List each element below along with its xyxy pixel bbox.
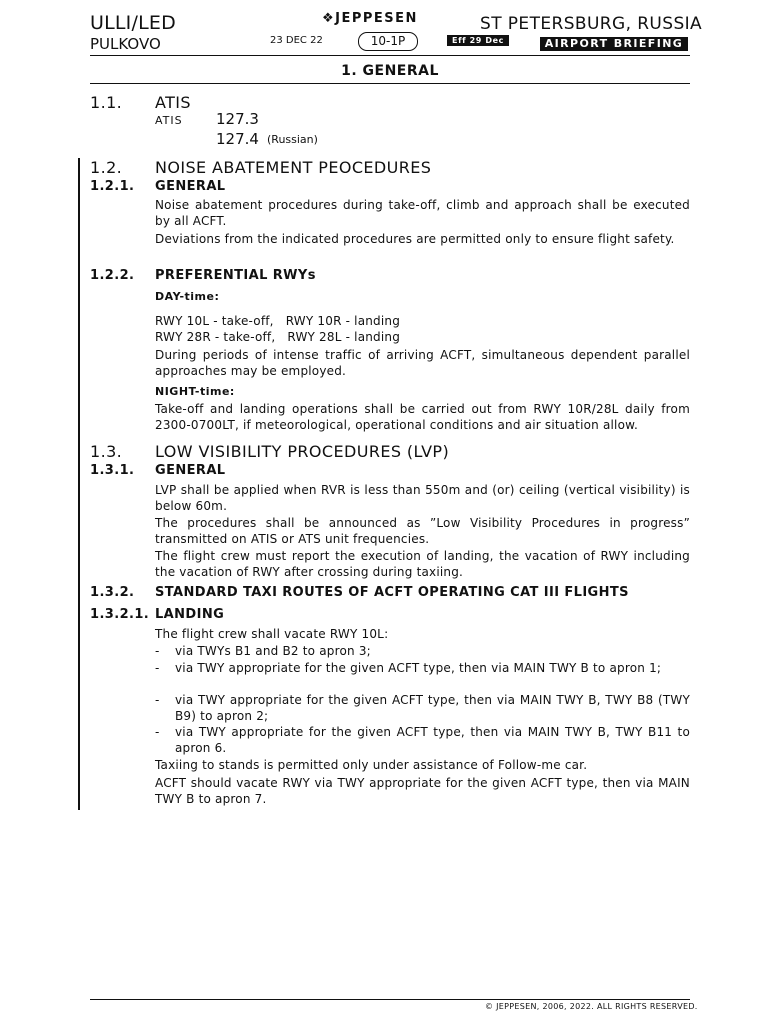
atis-heading: ATIS bbox=[155, 93, 191, 112]
noise-general-number: 1.2.1. bbox=[90, 179, 135, 194]
taxi-routes-number: 1.3.2. bbox=[90, 585, 135, 600]
change-bar bbox=[78, 158, 80, 810]
noise-general-paragraph-2: Deviations from the indicated procedures are permitted only to ensure flight safety. bbox=[155, 232, 675, 246]
atis-frequency-1: 127.3 bbox=[216, 110, 259, 128]
night-time-label: NIGHT-time: bbox=[155, 385, 235, 398]
atis-number: 1.1. bbox=[90, 93, 123, 112]
noise-general-paragraph-1: Noise abatement procedures during take-off, climb and approach shall be executed by all ACFT. bbox=[155, 198, 690, 228]
atis-frequency-2-note: (Russian) bbox=[267, 133, 318, 146]
pref-rwy-heading: PREFERENTIAL RWYs bbox=[155, 268, 316, 283]
landing-heading: LANDING bbox=[155, 607, 225, 622]
airport-id: ULLI/LED bbox=[90, 12, 176, 34]
night-paragraph: Take-off and landing operations shall be carried out from RWY 10R/28L daily from 2300-0700LT, if meteorological, operational conditions and air situation allow. bbox=[155, 402, 690, 432]
list-dash: - bbox=[155, 661, 160, 675]
lvp-number: 1.3. bbox=[90, 442, 123, 461]
taxi-follow-me-paragraph: Taxiing to stands is permitted only under assistance of Follow-me car. bbox=[155, 758, 588, 772]
footer-divider bbox=[90, 999, 690, 1000]
list-dash: - bbox=[155, 693, 160, 707]
landing-number: 1.3.2.1. bbox=[90, 607, 150, 622]
list-dash: - bbox=[155, 644, 160, 658]
list-item: via TWY appropriate for the given ACFT type, then via MAIN TWY B, TWY B11 to apron 6. bbox=[175, 725, 690, 755]
city-name: ST PETERSBURG, RUSSIA bbox=[480, 14, 703, 34]
copyright: © JEPPESEN, 2006, 2022. ALL RIGHTS RESERVED. bbox=[485, 1002, 698, 1011]
page-number: 10-1P bbox=[358, 32, 418, 51]
landing-intro: The flight crew shall vacate RWY 10L: bbox=[155, 627, 389, 641]
airport-name: PULKOVO bbox=[90, 35, 161, 53]
noise-general-heading: GENERAL bbox=[155, 179, 226, 194]
jeppesen-logo: ❖JEPPESEN bbox=[322, 11, 418, 26]
list-item: via TWY appropriate for the given ACFT type, then via MAIN TWY B, TWY B8 (TWY B9) to apron 2; bbox=[175, 693, 690, 723]
lvp-paragraph-3: The flight crew must report the execution of landing, the vacation of RWY including the vacation of RWY after crossing during taxiing. bbox=[155, 549, 690, 579]
header-divider bbox=[90, 55, 690, 56]
effective-date-badge: Eff 29 Dec bbox=[447, 35, 509, 46]
noise-heading: NOISE ABATEMENT PEOCEDURES bbox=[155, 158, 432, 177]
day-runway-line-1: RWY 10L - take-off, RWY 10R - landing bbox=[155, 314, 401, 328]
atis-label: ATIS bbox=[155, 114, 183, 127]
noise-number: 1.2. bbox=[90, 158, 123, 177]
lvp-general-heading: GENERAL bbox=[155, 463, 226, 478]
vacate-apron-7-paragraph: ACFT should vacate RWY via TWY appropriate for the given ACFT type, then via MAIN TWY B to apron 7. bbox=[155, 776, 690, 806]
list-item: via TWYs B1 and B2 to apron 3; bbox=[175, 644, 371, 658]
day-time-label: DAY-time: bbox=[155, 290, 220, 303]
lvp-general-number: 1.3.1. bbox=[90, 463, 135, 478]
list-dash: - bbox=[155, 725, 160, 739]
list-item: via TWY appropriate for the given ACFT type, then via MAIN TWY B to apron 1; bbox=[175, 661, 662, 675]
day-paragraph: During periods of intense traffic of arriving ACFT, simultaneous dependent parallel approaches may be employed. bbox=[155, 348, 690, 378]
lvp-paragraph-2: The procedures shall be announced as ”Low Visibility Procedures in progress” transmitted on ATIS or ATS unit frequencies. bbox=[155, 516, 690, 546]
section-divider bbox=[90, 83, 690, 84]
day-runway-line-2: RWY 28R - take-off, RWY 28L - landing bbox=[155, 330, 401, 344]
atis-frequency-2: 127.4 bbox=[216, 130, 259, 148]
chart-date: 23 DEC 22 bbox=[270, 35, 323, 46]
pref-rwy-number: 1.2.2. bbox=[90, 268, 135, 283]
taxi-routes-heading: STANDARD TAXI ROUTES OF ACFT OPERATING CAT III FLIGHTS bbox=[155, 585, 629, 600]
briefing-badge: AIRPORT BRIEFING bbox=[540, 37, 688, 51]
lvp-heading: LOW VISIBILITY PROCEDURES (LVP) bbox=[155, 442, 450, 461]
lvp-paragraph-1: LVP shall be applied when RVR is less than 550m and (or) ceiling (vertical visibility) is below 60m. bbox=[155, 483, 690, 513]
section-title: 1. GENERAL bbox=[341, 63, 439, 79]
